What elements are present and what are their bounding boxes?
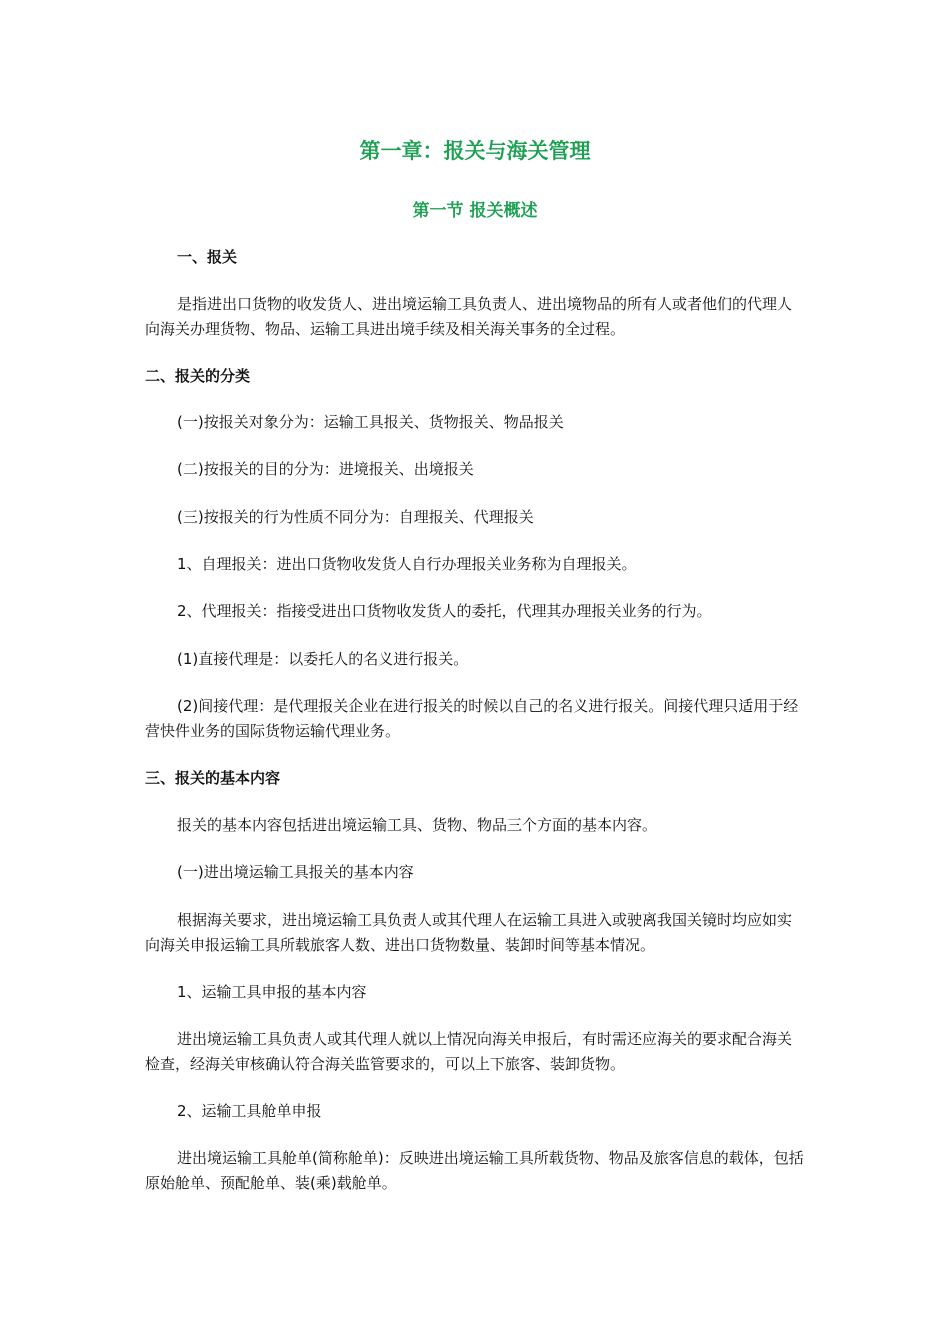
paragraph-transport-basic: (一)进出境运输工具报关的基本内容 xyxy=(177,863,414,881)
paragraph-indirect-agency: (2)间接代理：是代理报关企业在进行报关的时候以自己的名义进行报关。间接代理只适用于经营快件业务的国际货物运输代理业务。 xyxy=(145,697,799,740)
paragraph-by-nature: (三)按报关的行为性质不同分为：自理报关、代理报关 xyxy=(177,508,534,526)
paragraph-by-object: (一)按报关对象分为：运输工具报关、货物报关、物品报关 xyxy=(177,413,564,431)
paragraph-manifest-definition: 进出境运输工具舱单(简称舱单)：反映进出境运输工具所载货物、物品及旅客信息的载体，包括原始舱单、预配舱单、装(乘)载舱单。 xyxy=(145,1149,804,1192)
paragraph-basic-content: 报关的基本内容包括进出境运输工具、货物、物品三个方面的基本内容。 xyxy=(177,816,658,834)
paragraph-agent-declaration: 2、代理报关：指接受进出口货物收发货人的委托，代理其办理报关业务的行为。 xyxy=(177,602,712,620)
paragraph-transport-inspection: 进出境运输工具负责人或其代理人就以上情况向海关申报后，有时需还应海关的要求配合海关检查，经海关审核确认符合海关监管要求的，可以上下旅客、装卸货物。 xyxy=(145,1030,793,1073)
paragraph-self-declaration: 1、自理报关：进出口货物收发货人自行办理报关业务称为自理报关。 xyxy=(177,555,637,573)
paragraph-customs-requirement: 根据海关要求，进出境运输工具负责人或其代理人在运输工具进入或驶离我国关镜时均应如实向海关申报运输工具所载旅客人数、进出口货物数量、装卸时间等基本情况。 xyxy=(145,911,793,954)
paragraph-definition: 是指进出口货物的收发货人、进出境运输工具负责人、进出境物品的所有人或者他们的代理人向海关办理货物、物品、运输工具进出境手续及相关海关事务的全过程。 xyxy=(145,295,793,338)
heading-classification: 二、报关的分类 xyxy=(145,367,251,385)
section-title: 第一节 报关概述 xyxy=(412,201,538,221)
heading-baoguan: 一、报关 xyxy=(177,248,238,266)
chapter-title: 第一章：报关与海关管理 xyxy=(359,139,591,163)
heading-basic-content: 三、报关的基本内容 xyxy=(145,769,281,787)
paragraph-manifest-declaration: 2、运输工具舱单申报 xyxy=(177,1102,322,1120)
paragraph-transport-declaration: 1、运输工具申报的基本内容 xyxy=(177,983,367,1001)
paragraph-by-purpose: (二)按报关的目的分为：进境报关、出境报关 xyxy=(177,460,474,478)
paragraph-direct-agency: (1)直接代理是：以委托人的名义进行报关。 xyxy=(177,650,469,668)
